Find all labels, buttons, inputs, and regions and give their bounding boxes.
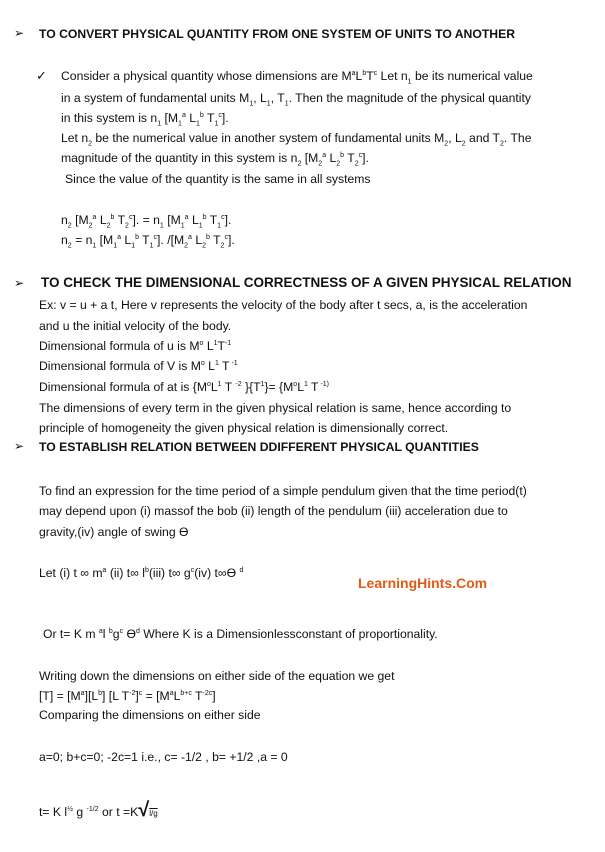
paragraph-line: and u the initial velocity of the body.: [39, 319, 232, 333]
bullet-arrow-icon: ➢: [14, 439, 25, 453]
square-root-icon: √: [138, 799, 150, 821]
bullet-arrow-icon: ➢: [14, 26, 25, 40]
paragraph-line: Ex: v = u + a t, Here v represents the velocity of the body after t secs, a, is the acceleration: [39, 298, 528, 312]
bullet-arrow-icon: ➢: [14, 276, 25, 290]
paragraph-line: Comparing the dimensions on either side: [39, 708, 261, 722]
result-equation: t= K $l^{\frac{1}{2}}$ g $^{-1/2}$ or t =K√l/g: [39, 799, 158, 821]
paragraph-line: principle of homogeneity the given physical relation is dimensionally correct.: [39, 421, 449, 435]
paragraph-line: in this system is $n_1$ [$M_1^a$ $L_1^b$ $T_1^c$].: [61, 111, 229, 128]
paragraph-line: Dimensional formula of u is $M^o$ $L^1T^{-1}$: [39, 339, 232, 353]
paragraph-line: Or t= K m $^a$l $^bg^c$ $ϴ^d$ Where K is a Dimensionlessconstant of proportionality.: [43, 627, 438, 641]
paragraph-line: Since the value of the quantity is the same in all systems: [65, 172, 371, 186]
paragraph-line: magnitude of the quantity in this system is $n_2$ [$M_2^a$ $L_2^b$ $T_2^c$].: [61, 151, 369, 168]
paragraph-line: Writing down the dimensions on either side of the equation we get: [39, 669, 395, 683]
proportionality-line: Let (i) t ∞ $m^a$ (ii) t∞ $l^b(iii)$ t∞ $g^c(iv)$ t∞ϴ $^d$: [39, 566, 244, 580]
paragraph-line: gravity,(iv) angle of swing ϴ: [39, 525, 189, 539]
heading-convert-units: TO CONVERT PHYSICAL QUANTITY FROM ONE SYSTEM OF UNITS TO ANOTHER: [39, 27, 516, 41]
paragraph-line: Dimensional formula of at is {$M^oL^1$ T $^{-2}$ }$\{T^1\}= \{M^oL^1$ T $^{-1)}$: [39, 380, 329, 394]
equation-line: a=0; b+c=0; -2c=1 i.e., c= -1/2 , b= +1/2 ,a = 0: [39, 750, 288, 764]
equation-line: $n_2$ [$M_2^a$ $L_2^b$ $T_2^c$]. = $n_1$ [$M_1^a$ $L_1^b$ $T_1^c$].: [61, 213, 232, 230]
equation-line: $[T] = [M^a][L^b]$ [L $T^{-2}]^c = [M^aL^{b+c}$ $T^{-2c}$]: [39, 689, 216, 703]
paragraph-line: The dimensions of every term in the given physical relation is same, hence according to: [39, 401, 512, 415]
heading-establish-relation: TO ESTABLISH RELATION BETWEEN DDIFFERENT PHYSICAL QUANTITIES: [39, 440, 479, 454]
paragraph-line: To find an expression for the time period of a simple pendulum given that the time period(t): [39, 484, 527, 498]
paragraph-line: may depend upon (i) massof the bob (ii) length of the pendulum (iii) acceleration due to: [39, 504, 508, 518]
heading-dimensional-correctness: TO CHECK THE DIMENSIONAL CORRECTNESS OF A GIVEN PHYSICAL RELATION: [41, 275, 572, 290]
paragraph-line: in a system of fundamental units $M_1$, $L_1$, $T_1$. Then the magnitude of the physical quantity: [61, 91, 531, 108]
paragraph-line: Dimensional formula of V is $M^o$ $L^1$ T $^{-1}$: [39, 359, 238, 373]
watermark-logo: LearningHints.Com: [358, 575, 488, 591]
paragraph-line: Let $n_2$ be the numerical value in another system of fundamental units $M_2$, $L_2$ and $T_2$. The: [61, 131, 532, 148]
paragraph-line: Consider a physical quantity whose dimensions are $M^aL^bT^c$ Let $n_1$ be its numerical value: [61, 69, 533, 86]
equation-line: $n_2 = n_1$ [$M_1^a$ $L_1^b$ $T_1^c$]. $/[M_2^a$ $L_2^b$ $T_2^c$].: [61, 233, 235, 250]
checkmark-icon: ✓: [36, 68, 47, 83]
